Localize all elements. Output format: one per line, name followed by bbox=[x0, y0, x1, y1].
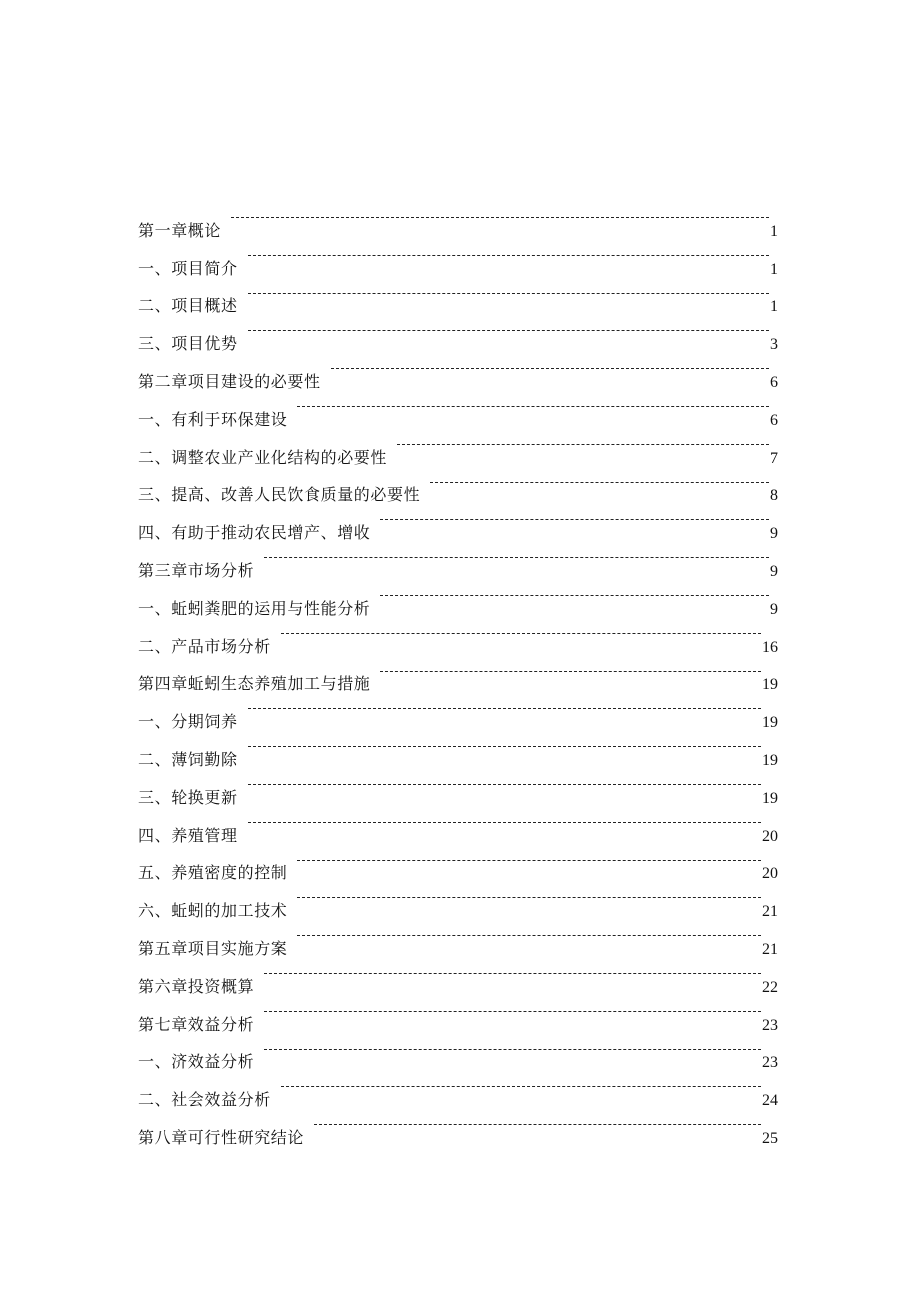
toc-entry-title: 一、项目简介 bbox=[138, 258, 238, 278]
toc-entry-page: 1 bbox=[770, 298, 778, 316]
toc-dot-leader bbox=[231, 198, 769, 236]
toc-entry-page: 19 bbox=[762, 751, 778, 769]
toc-entry-page: 9 bbox=[770, 562, 778, 580]
toc-dot-leader bbox=[248, 274, 769, 312]
toc-entry-page: 23 bbox=[762, 1054, 778, 1072]
toc-dot-leader bbox=[264, 954, 761, 992]
toc-dot-leader bbox=[380, 576, 769, 614]
toc-dot-leader bbox=[264, 992, 761, 1030]
toc-entry-title: 二、产品市场分析 bbox=[138, 636, 271, 656]
toc-entry-title: 三、提高、改善人民饮食质量的必要性 bbox=[138, 485, 421, 505]
toc-dot-leader bbox=[297, 878, 761, 916]
toc-dot-leader bbox=[380, 652, 761, 690]
toc-entry-title: 五、养殖密度的控制 bbox=[138, 863, 288, 883]
toc-entry-title: 四、有助于推动农民增产、增收 bbox=[138, 523, 371, 543]
toc-entry-page: 20 bbox=[762, 827, 778, 845]
toc-entry-page: 19 bbox=[762, 714, 778, 732]
toc-entry-title: 第六章投资概算 bbox=[138, 976, 255, 996]
toc-entry-page: 1 bbox=[770, 222, 778, 240]
toc-entry-page: 6 bbox=[770, 373, 778, 391]
toc-entry[interactable] bbox=[138, 198, 778, 240]
toc-entry-title: 第二章项目建设的必要性 bbox=[138, 371, 321, 391]
toc-entry-title: 第八章可行性研究结论 bbox=[138, 1127, 305, 1147]
toc-entry-page: 6 bbox=[770, 411, 778, 429]
toc-entry-page: 20 bbox=[762, 865, 778, 883]
toc-dot-leader bbox=[331, 349, 769, 387]
toc-dot-leader bbox=[248, 236, 769, 274]
toc-dot-leader bbox=[314, 1105, 761, 1143]
toc-entry-title: 三、轮换更新 bbox=[138, 787, 238, 807]
toc-entry-title: 二、项目概述 bbox=[138, 296, 238, 316]
toc-dot-leader bbox=[281, 614, 761, 652]
toc-entry-page: 7 bbox=[770, 449, 778, 467]
toc-entry-title: 三、项目优势 bbox=[138, 334, 238, 354]
toc-entry-page: 8 bbox=[770, 487, 778, 505]
toc-entry-page: 9 bbox=[770, 600, 778, 618]
toc-entry-page: 1 bbox=[770, 260, 778, 278]
toc-entry-page: 19 bbox=[762, 676, 778, 694]
toc-entry-title: 第四章蚯蚓生态养殖加工与措施 bbox=[138, 674, 371, 694]
toc-dot-leader bbox=[248, 803, 761, 841]
toc-entry[interactable] bbox=[138, 236, 778, 278]
toc-entry-title: 二、薄饲勤除 bbox=[138, 749, 238, 769]
toc-entry-title: 四、养殖管理 bbox=[138, 825, 238, 845]
toc-entry-title: 二、调整农业产业化结构的必要性 bbox=[138, 447, 388, 467]
toc-entry-page: 21 bbox=[762, 940, 778, 958]
toc-entry-title: 二、社会效益分析 bbox=[138, 1090, 271, 1110]
toc-entry-page: 3 bbox=[770, 336, 778, 354]
toc-dot-leader bbox=[397, 425, 769, 463]
toc-entry-page: 19 bbox=[762, 789, 778, 807]
toc-dot-leader bbox=[380, 500, 769, 538]
toc-dot-leader bbox=[297, 387, 769, 425]
toc-entry-page: 21 bbox=[762, 903, 778, 921]
table-of-contents bbox=[138, 198, 778, 1147]
toc-entry-title: 第七章效益分析 bbox=[138, 1014, 255, 1034]
toc-entry-page: 22 bbox=[762, 978, 778, 996]
toc-entry-page: 23 bbox=[762, 1016, 778, 1034]
toc-entry-title: 一、有利于环保建设 bbox=[138, 409, 288, 429]
toc-dot-leader bbox=[248, 689, 761, 727]
toc-dot-leader bbox=[264, 538, 769, 576]
toc-entry-page: 25 bbox=[762, 1129, 778, 1147]
toc-entry-title: 第三章市场分析 bbox=[138, 560, 255, 580]
toc-entry-title: 一、济效益分析 bbox=[138, 1052, 255, 1072]
toc-entry-title: 第一章概论 bbox=[138, 220, 222, 240]
toc-dot-leader bbox=[248, 311, 769, 349]
toc-entry-title: 第五章项目实施方案 bbox=[138, 938, 288, 958]
toc-dot-leader bbox=[264, 1030, 761, 1068]
toc-entry-page: 24 bbox=[762, 1092, 778, 1110]
toc-entry-title: 六、蚯蚓的加工技术 bbox=[138, 901, 288, 921]
toc-dot-leader bbox=[430, 463, 769, 501]
toc-dot-leader bbox=[297, 841, 761, 879]
toc-entry-page: 16 bbox=[762, 638, 778, 656]
toc-dot-leader bbox=[248, 727, 761, 765]
toc-dot-leader bbox=[281, 1067, 761, 1105]
toc-dot-leader bbox=[297, 916, 761, 954]
toc-entry-title: 一、分期饲养 bbox=[138, 712, 238, 732]
toc-dot-leader bbox=[248, 765, 761, 803]
toc-entry-title: 一、蚯蚓粪肥的运用与性能分析 bbox=[138, 598, 371, 618]
toc-entry-page: 9 bbox=[770, 525, 778, 543]
